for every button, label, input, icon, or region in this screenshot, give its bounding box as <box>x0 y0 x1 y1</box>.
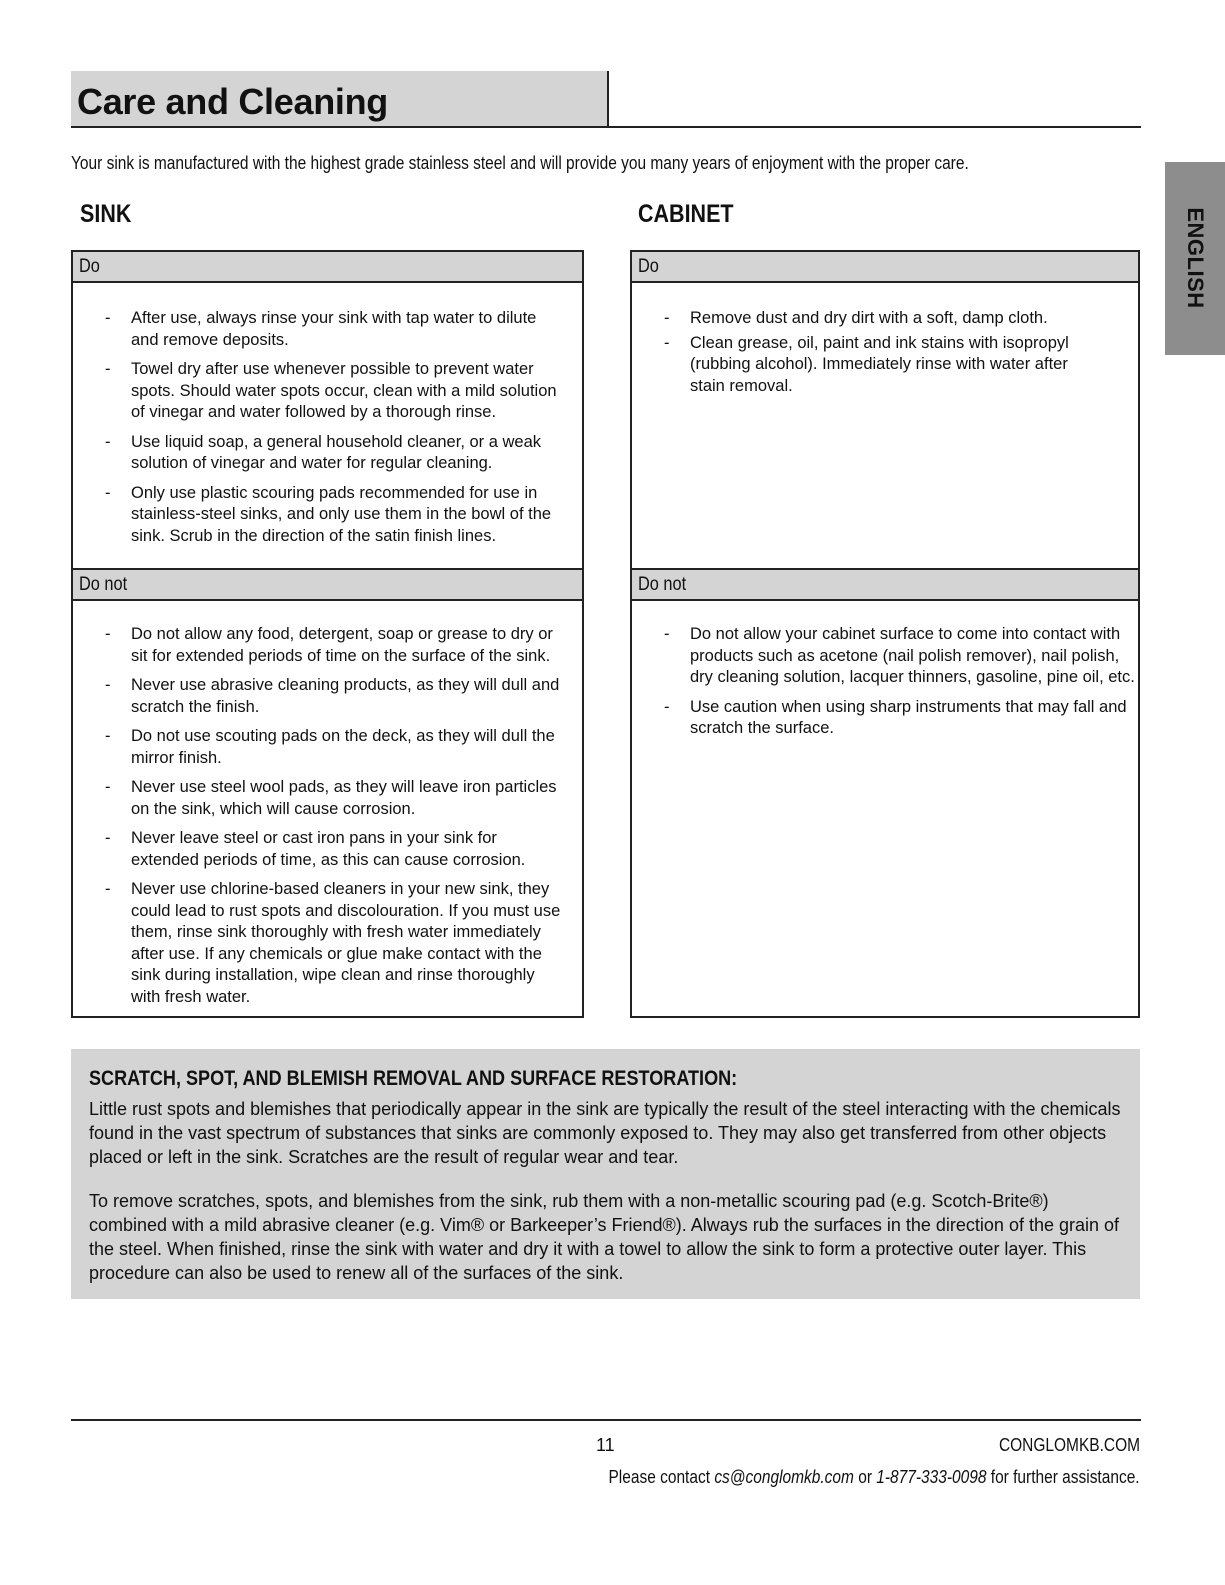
list-item: - Towel dry after use whenever possible to prevent water spots. Should water spots occur, clean with a mild solution of vinegar and water followed by a thorough rinse. <box>73 359 563 424</box>
list-item: - Never use abrasive cleaning products, as they will dull and scratch the finish. <box>73 675 563 718</box>
cabinet-care-table <box>630 250 1140 1018</box>
contact-line: Please contact cs@conglomkb.com or 1-877-333-0098 for further assistance. <box>608 1467 1140 1487</box>
cabinet-donot-list <box>632 624 1137 748</box>
sink-donot-header: Do not <box>73 568 582 601</box>
sink-section-title: SINK <box>80 200 132 228</box>
title-divider <box>71 126 1141 128</box>
list-item: - Use caution when using sharp instruments that may fall and scratch the surface. <box>632 697 1137 740</box>
page-title: Care and Cleaning <box>77 81 388 122</box>
restoration-paragraph-2: To remove scratches, spots, and blemishes from the sink, rub them with a non-metallic scouring pad (e.g. Scotch-Brite®) combined with a mild abrasive cleaner (e.g. Vim® or Barkeeper’s Friend®). Always rub the surfaces in the direction of the grain of the steel. When finished, rinse the sink with water and dry it with a towel to allow the sink to form a protective outer layer. This procedure can also be used to renew all of the surfaces of the sink. <box>89 1191 1120 1283</box>
restoration-paragraph-1: Little rust spots and blemishes that periodically appear in the sink are typically the result of the steel interacting with the chemicals found in the vast spectrum of substances that sinks are commonly exposed to. They may also get transferred from other objects placed or left in the sink. Scratches are the result of regular wear and tear. <box>89 1099 1121 1167</box>
restoration-panel <box>71 1049 1140 1299</box>
cabinet-section-title: CABINET <box>638 200 734 228</box>
list-item: - Only use plastic scouring pads recommended for use in stainless-steel sinks, and only use them in the bowl of the sink. Scrub in the direction of the satin finish lines. <box>73 483 563 548</box>
language-tab <box>1165 162 1225 355</box>
list-item: - Do not allow any food, detergent, soap or grease to dry or sit for extended periods of time on the surface of the sink. <box>73 624 563 667</box>
list-item: - Do not use scouting pads on the deck, as they will dull the mirror finish. <box>73 726 563 769</box>
list-item: - After use, always rinse your sink with tap water to dilute and remove deposits. <box>73 308 563 351</box>
list-item: - Never leave steel or cast iron pans in your sink for extended periods of time, as this can cause corrosion. <box>73 828 563 871</box>
website-link[interactable]: CONGLOMKB.COM <box>998 1435 1140 1455</box>
cabinet-donot-header: Do not <box>632 568 1138 601</box>
list-item: - Never use steel wool pads, as they will leave iron particles on the sink, which will cause corrosion. <box>73 777 563 820</box>
support-phone-number[interactable]: 1-877-333-0098 <box>876 1467 987 1487</box>
sink-care-table <box>71 250 584 1018</box>
title-bar <box>71 71 609 127</box>
restoration-heading: SCRATCH, SPOT, AND BLEMISH REMOVAL AND SURFACE RESTORATION: <box>89 1067 738 1090</box>
intro-text: Your sink is manufactured with the highest grade stainless steel and will provide you many years of enjoyment with the proper care. <box>71 153 969 173</box>
sink-do-list <box>73 308 563 555</box>
sink-donot-list <box>73 624 563 1016</box>
cabinet-do-list <box>632 308 1082 405</box>
page-number: 11 <box>596 1435 615 1455</box>
support-email-link[interactable]: cs@conglomkb.com <box>714 1467 855 1487</box>
list-item: - Do not allow your cabinet surface to come into contact with products such as acetone (nail polish remover), nail polish, dry cleaning solution, lacquer thinners, gasoline, pine oil, etc. <box>632 624 1137 689</box>
list-item: - Never use chlorine-based cleaners in your new sink, they could lead to rust spots and discolouration. If you must use them, rinse sink thoroughly with fresh water immediately after use. If any chemicals or glue make contact with the sink during installation, wipe clean and rinse thoroughly with fresh water. <box>73 879 563 1008</box>
sink-do-header: Do <box>73 252 582 283</box>
footer-divider <box>71 1419 1141 1421</box>
list-item: - Use liquid soap, a general household cleaner, or a weak solution of vinegar and water for regular cleaning. <box>73 432 563 475</box>
language-tab-label: ENGLISH <box>1183 207 1208 309</box>
list-item: - Remove dust and dry dirt with a soft, damp cloth. <box>632 308 1082 330</box>
cabinet-do-header: Do <box>632 252 1138 283</box>
list-item: - Clean grease, oil, paint and ink stains with isopropyl (rubbing alcohol). Immediately rinse with water after stain removal. <box>632 333 1082 398</box>
